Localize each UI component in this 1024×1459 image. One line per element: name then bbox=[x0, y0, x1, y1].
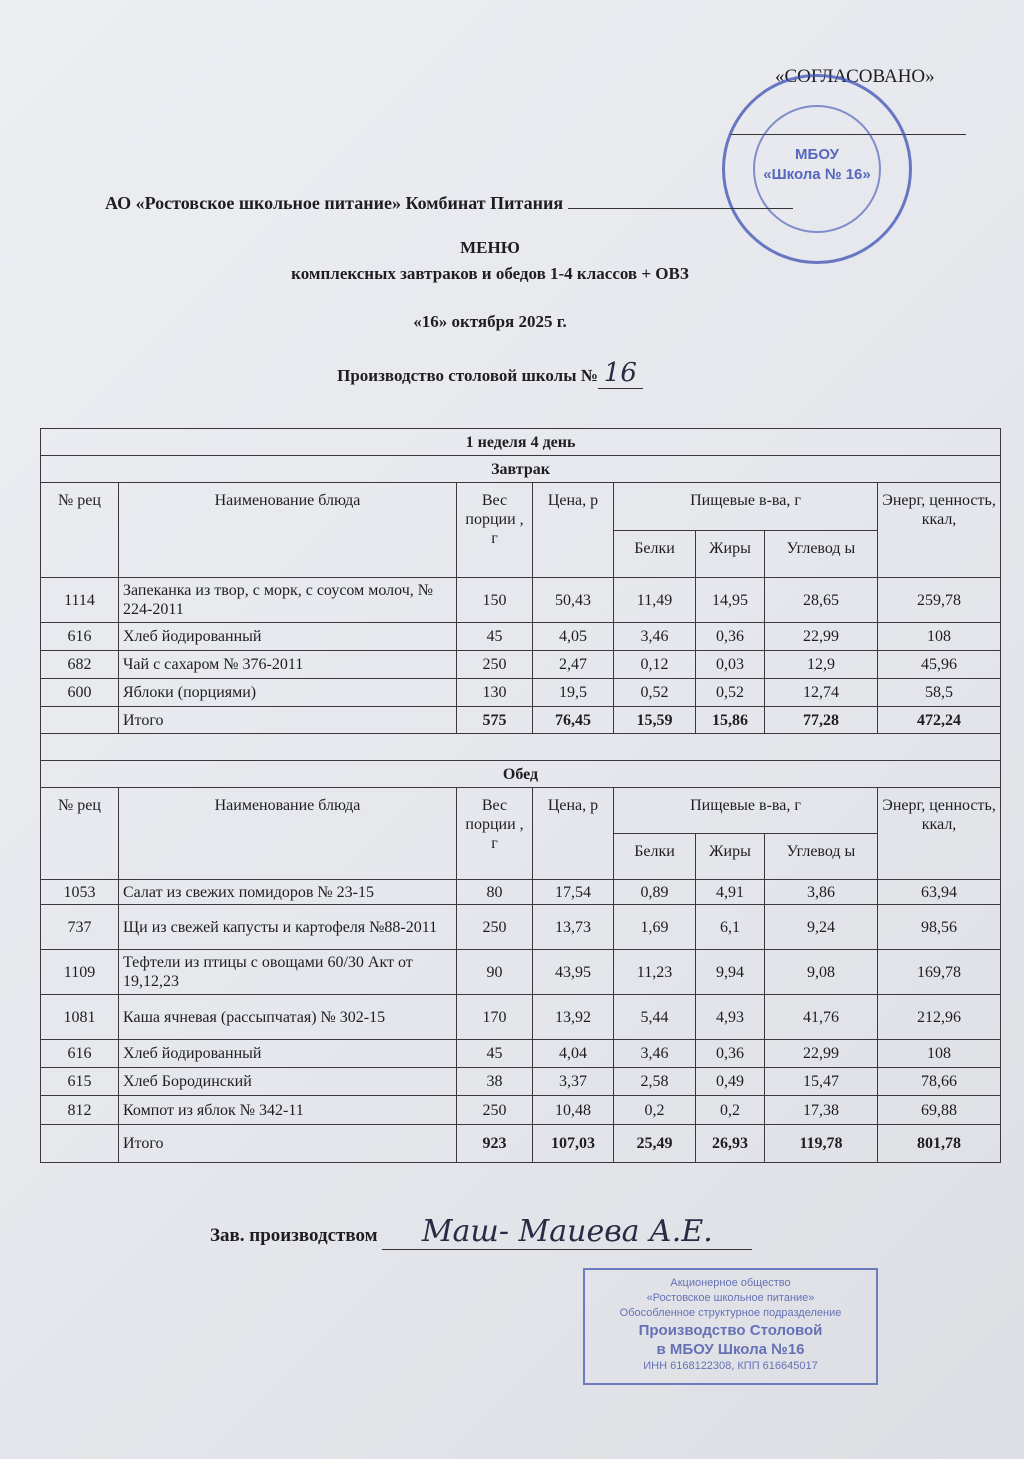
total-fat: 15,86 bbox=[696, 707, 765, 734]
menu-subtitle: комплексных завтраков и обедов 1-4 классов + ОВЗ bbox=[291, 264, 689, 283]
weight: 38 bbox=[457, 1068, 533, 1096]
price: 50,43 bbox=[533, 578, 614, 623]
fat: 9,94 bbox=[696, 950, 765, 995]
rec-number: 1109 bbox=[41, 950, 119, 995]
carbs: 12,9 bbox=[765, 651, 878, 679]
total-label: Итого bbox=[119, 1125, 457, 1163]
total-weight: 923 bbox=[457, 1125, 533, 1163]
rec-number: 1081 bbox=[41, 995, 119, 1040]
menu-title: МЕНЮ bbox=[460, 238, 520, 257]
table-row bbox=[41, 578, 1001, 623]
rec-number: 615 bbox=[41, 1068, 119, 1096]
col-nutrients: Пищевые в-ва, г bbox=[614, 788, 878, 834]
carbs: 12,74 bbox=[765, 679, 878, 707]
approval-label: «СОГЛАСОВАНО» bbox=[775, 66, 935, 87]
carbs: 17,38 bbox=[765, 1096, 878, 1125]
rec-number: 1053 bbox=[41, 880, 119, 905]
price: 17,54 bbox=[533, 880, 614, 905]
energy: 212,96 bbox=[878, 995, 1001, 1040]
total-protein: 25,49 bbox=[614, 1125, 696, 1163]
fat: 0,36 bbox=[696, 1040, 765, 1068]
table-row bbox=[41, 651, 1001, 679]
total-row bbox=[41, 707, 1001, 734]
empty-cell bbox=[41, 1125, 119, 1163]
price: 10,48 bbox=[533, 1096, 614, 1125]
spacer-cell bbox=[41, 734, 1001, 761]
fat: 4,93 bbox=[696, 995, 765, 1040]
dish-name: Хлеб йодированный bbox=[119, 623, 457, 651]
table-row bbox=[41, 623, 1001, 651]
energy: 69,88 bbox=[878, 1096, 1001, 1125]
weight: 250 bbox=[457, 905, 533, 950]
fat: 0,52 bbox=[696, 679, 765, 707]
section-row bbox=[41, 456, 1001, 483]
spacer-row bbox=[41, 734, 1001, 761]
table-row bbox=[41, 950, 1001, 995]
carbs: 22,99 bbox=[765, 1040, 878, 1068]
total-price: 107,03 bbox=[533, 1125, 614, 1163]
protein: 0,2 bbox=[614, 1096, 696, 1125]
energy: 98,56 bbox=[878, 905, 1001, 950]
total-weight: 575 bbox=[457, 707, 533, 734]
total-row bbox=[41, 1125, 1001, 1163]
dish-name: Каша ячневая (рассыпчатая) № 302-15 bbox=[119, 995, 457, 1040]
protein: 11,49 bbox=[614, 578, 696, 623]
week-day-title: 1 неделя 4 день bbox=[41, 429, 1001, 456]
protein: 11,23 bbox=[614, 950, 696, 995]
stamp-text bbox=[725, 145, 909, 185]
weight: 150 bbox=[457, 578, 533, 623]
stamp-line: Обособленное структурное подразделение bbox=[619, 1307, 842, 1319]
dish-name: Щи из свежей капусты и картофеля №88-2011 bbox=[119, 905, 457, 950]
dish-name: Яблоки (порциями) bbox=[119, 679, 457, 707]
rec-number: 812 bbox=[41, 1096, 119, 1125]
stamp-line: ИНН 6168122308, КПП 616645017 bbox=[643, 1360, 818, 1372]
weight: 250 bbox=[457, 1096, 533, 1125]
fat: 0,36 bbox=[696, 623, 765, 651]
energy: 108 bbox=[878, 623, 1001, 651]
total-carbs: 119,78 bbox=[765, 1125, 878, 1163]
col-name: Наименование блюда bbox=[119, 483, 457, 578]
dish-name: Хлеб йодированный bbox=[119, 1040, 457, 1068]
school-round-stamp bbox=[722, 74, 912, 264]
header-row bbox=[41, 788, 1001, 834]
header-row bbox=[41, 483, 1001, 531]
energy: 259,78 bbox=[878, 578, 1001, 623]
weight: 80 bbox=[457, 880, 533, 905]
empty-cell bbox=[41, 707, 119, 734]
dish-name: Чай с сахаром № 376-2011 bbox=[119, 651, 457, 679]
col-rec: № рец bbox=[41, 788, 119, 880]
protein: 5,44 bbox=[614, 995, 696, 1040]
energy: 45,96 bbox=[878, 651, 1001, 679]
production-line bbox=[0, 358, 980, 388]
school-number-handwritten: 16 bbox=[598, 358, 643, 389]
col-protein: Белки bbox=[614, 530, 696, 578]
carbs: 22,99 bbox=[765, 623, 878, 651]
price: 2,47 bbox=[533, 651, 614, 679]
handwritten-signature: Маш- Маиева А.Е. bbox=[382, 1214, 752, 1250]
stamp-line: Акционерное общество bbox=[670, 1277, 791, 1289]
energy: 108 bbox=[878, 1040, 1001, 1068]
col-price: Цена, р bbox=[533, 483, 614, 578]
stamp-line: в МБОУ Школа №16 bbox=[656, 1341, 805, 1358]
section-row bbox=[41, 761, 1001, 788]
weight: 90 bbox=[457, 950, 533, 995]
rec-number: 1114 bbox=[41, 578, 119, 623]
energy: 78,66 bbox=[878, 1068, 1001, 1096]
dish-name: Тефтели из птицы с овощами 60/30 Акт от 19,12,23 bbox=[119, 950, 457, 995]
table-row bbox=[41, 1096, 1001, 1125]
footer-label: Зав. производством bbox=[210, 1225, 378, 1246]
total-energy: 472,24 bbox=[878, 707, 1001, 734]
weight: 250 bbox=[457, 651, 533, 679]
menu-table bbox=[40, 428, 1001, 1163]
fat: 0,03 bbox=[696, 651, 765, 679]
section-title: Завтрак bbox=[41, 456, 1001, 483]
protein: 0,52 bbox=[614, 679, 696, 707]
footer-signature-line bbox=[210, 1214, 752, 1250]
protein: 0,12 bbox=[614, 651, 696, 679]
protein: 2,58 bbox=[614, 1068, 696, 1096]
price: 3,37 bbox=[533, 1068, 614, 1096]
energy: 169,78 bbox=[878, 950, 1001, 995]
dish-name: Салат из свежих помидоров № 23-15 bbox=[119, 880, 457, 905]
col-carbs: Углевод ы bbox=[765, 834, 878, 880]
table-row bbox=[41, 905, 1001, 950]
price: 13,92 bbox=[533, 995, 614, 1040]
stamp-line: Производство Столовой bbox=[638, 1322, 823, 1339]
table-row bbox=[41, 1040, 1001, 1068]
col-energy: Энерг, ценность, ккал, bbox=[878, 788, 1001, 880]
rec-number: 737 bbox=[41, 905, 119, 950]
fat: 14,95 bbox=[696, 578, 765, 623]
dish-name: Запеканка из твор, с морк, с соусом молоч, № 224-2011 bbox=[119, 578, 457, 623]
weight: 45 bbox=[457, 1040, 533, 1068]
rec-number: 616 bbox=[41, 623, 119, 651]
production-label: Производство столовой школы № bbox=[337, 366, 598, 385]
price: 4,05 bbox=[533, 623, 614, 651]
col-nutrients: Пищевые в-ва, г bbox=[614, 483, 878, 531]
carbs: 15,47 bbox=[765, 1068, 878, 1096]
weight: 130 bbox=[457, 679, 533, 707]
price: 13,73 bbox=[533, 905, 614, 950]
rec-number: 616 bbox=[41, 1040, 119, 1068]
col-price: Цена, р bbox=[533, 788, 614, 880]
stamp-line: МБОУ bbox=[795, 146, 839, 163]
energy: 58,5 bbox=[878, 679, 1001, 707]
fat: 6,1 bbox=[696, 905, 765, 950]
table-row bbox=[41, 1068, 1001, 1096]
col-carbs: Углевод ы bbox=[765, 530, 878, 578]
total-label: Итого bbox=[119, 707, 457, 734]
rec-number: 682 bbox=[41, 651, 119, 679]
col-weight: Вес порции , г bbox=[457, 788, 533, 880]
total-fat: 26,93 bbox=[696, 1125, 765, 1163]
stamp-line: «Ростовское школьное питание» bbox=[646, 1292, 815, 1304]
fat: 4,91 bbox=[696, 880, 765, 905]
title-row bbox=[41, 429, 1001, 456]
protein: 1,69 bbox=[614, 905, 696, 950]
section-title: Обед bbox=[41, 761, 1001, 788]
fat: 0,49 bbox=[696, 1068, 765, 1096]
carbs: 28,65 bbox=[765, 578, 878, 623]
price: 43,95 bbox=[533, 950, 614, 995]
col-energy: Энерг, ценность, ккал, bbox=[878, 483, 1001, 578]
weight: 170 bbox=[457, 995, 533, 1040]
col-name: Наименование блюда bbox=[119, 788, 457, 880]
price: 4,04 bbox=[533, 1040, 614, 1068]
total-energy: 801,78 bbox=[878, 1125, 1001, 1163]
weight: 45 bbox=[457, 623, 533, 651]
organization-line bbox=[105, 193, 793, 214]
rec-number: 600 bbox=[41, 679, 119, 707]
stamp-line: «Школа № 16» bbox=[763, 166, 871, 183]
protein: 3,46 bbox=[614, 1040, 696, 1068]
col-fat: Жиры bbox=[696, 834, 765, 880]
organization-name: АО «Ростовское школьное питание» Комбинат Питания bbox=[105, 193, 564, 213]
menu-date: «16» октября 2025 г. bbox=[413, 312, 567, 331]
carbs: 9,24 bbox=[765, 905, 878, 950]
col-fat: Жиры bbox=[696, 530, 765, 578]
production-rect-stamp bbox=[583, 1268, 878, 1385]
total-carbs: 77,28 bbox=[765, 707, 878, 734]
fat: 0,2 bbox=[696, 1096, 765, 1125]
total-price: 76,45 bbox=[533, 707, 614, 734]
table-row bbox=[41, 995, 1001, 1040]
carbs: 3,86 bbox=[765, 880, 878, 905]
table-row bbox=[41, 679, 1001, 707]
carbs: 9,08 bbox=[765, 950, 878, 995]
protein: 3,46 bbox=[614, 623, 696, 651]
price: 19,5 bbox=[533, 679, 614, 707]
dish-name: Хлеб Бородинский bbox=[119, 1068, 457, 1096]
table-row bbox=[41, 880, 1001, 905]
carbs: 41,76 bbox=[765, 995, 878, 1040]
col-weight: Вес порции , г bbox=[457, 483, 533, 578]
col-protein: Белки bbox=[614, 834, 696, 880]
total-protein: 15,59 bbox=[614, 707, 696, 734]
energy: 63,94 bbox=[878, 880, 1001, 905]
protein: 0,89 bbox=[614, 880, 696, 905]
blank-line bbox=[568, 208, 793, 209]
dish-name: Компот из яблок № 342-11 bbox=[119, 1096, 457, 1125]
col-rec: № рец bbox=[41, 483, 119, 578]
